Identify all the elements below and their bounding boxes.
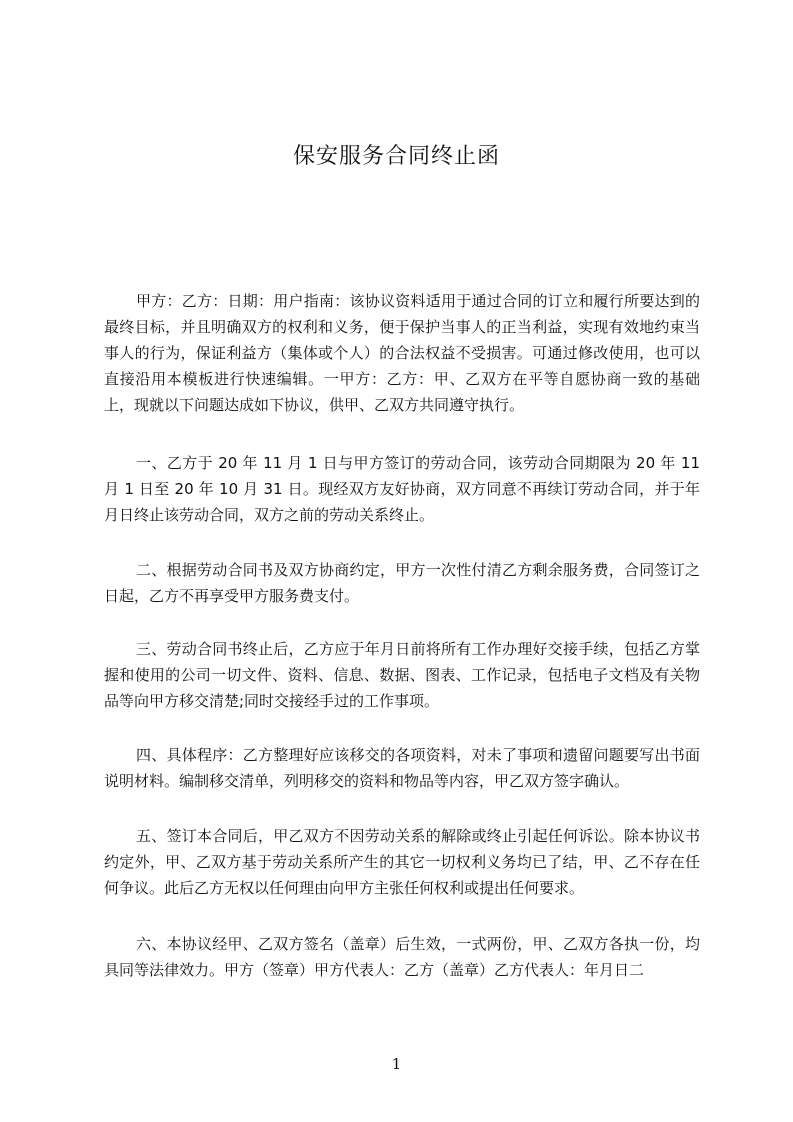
paragraph-text: 三、劳动合同书终止后，乙方应于年月日前将所有工作办理好交接手续，包括乙方掌握和使用的公司一切文件、资料、信息、数据、图表、工作记录，包括电子文档及有关物品等向甲方移交清楚;同时交接经手过的工作事项。 [104, 640, 700, 710]
paragraph-text: 甲方：乙方：日期：用户指南：该协议资料适用于通过合同的订立和履行所要达到的最终目标，并且明确双方的权利和义务，便于保护当事人的正当利益，实现有效地约束当事人的行为，保证利益方（集体或个人）的合法权益不受损害。可通过修改使用，也可以直接沿用本模板进行快速编辑。一甲方：乙方：甲、乙双方在平等自愿协商一致的基础上，现就以下问题达成如下协议，供甲、乙双方共同遵守执行。 [104, 292, 700, 414]
document-body-paragraph-3 [104, 636, 700, 714]
document-body-paragraph-6 [104, 931, 700, 983]
document-body-paragraph-intro [104, 288, 700, 418]
paragraph-text: 二、根据劳动合同书及双方协商约定，甲方一次性付清乙方剩余服务费，合同签订之日起，乙方不再享受甲方服务费支付。 [104, 561, 700, 605]
document-title: 保安服务合同终止函 [292, 144, 500, 169]
paragraph-text: 四、具体程序：乙方整理好应该移交的各项资料，对未了事项和遗留问题要写出书面说明材料。编制移交清单，列明移交的资料和物品等内容，甲乙双方签字确认。 [104, 746, 700, 790]
page-number: 1 [391, 1055, 402, 1073]
document-body-paragraph-4 [104, 742, 700, 794]
document-body-paragraph-2 [104, 557, 700, 609]
document-body-paragraph-1 [104, 450, 700, 528]
paragraph-text: 一、乙方于 20 年 11 月 1 日与甲方签订的劳动合同，该劳动合同期限为 20 年 11 月 1 日至 20 年 10 月 31 日。现经双方友好协商，双方同意不再续订劳动合同，并于年月日终止该劳动合同，双方之前的劳动关系终止。 [104, 454, 700, 524]
document-body-paragraph-5 [104, 823, 700, 901]
paragraph-text: 五、签订本合同后，甲乙双方不因劳动关系的解除或终止引起任何诉讼。除本协议书约定外，甲、乙双方基于劳动关系所产生的其它一切权利义务均已了结，甲、乙不存在任何争议。此后乙方无权以任何理由向甲方主张任何权利或提出任何要求。 [104, 827, 700, 897]
paragraph-text: 六、本协议经甲、乙双方签名（盖章）后生效，一式两份，甲、乙双方各执一份，均具同等法律效力。甲方（签章）甲方代表人：乙方（盖章）乙方代表人：年月日二 [104, 935, 700, 979]
